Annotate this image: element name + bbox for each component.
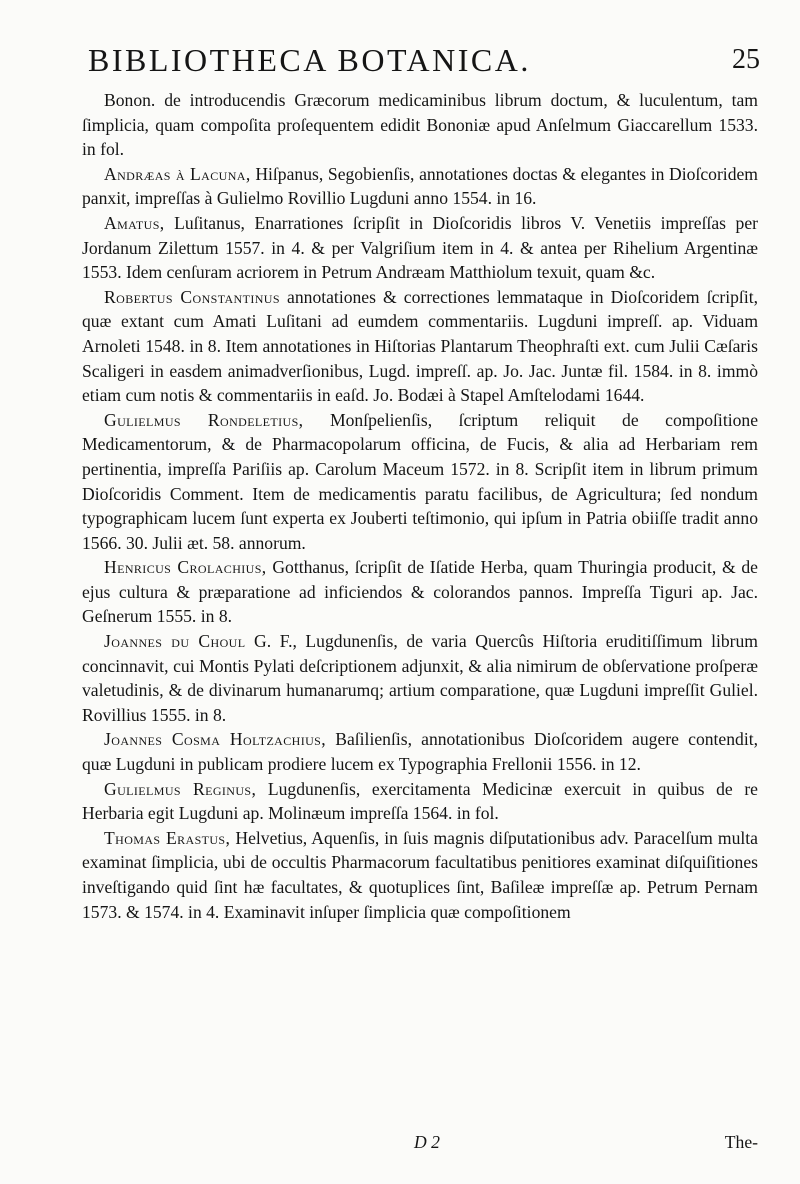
- author-name: Robertus Constantinus: [104, 286, 280, 307]
- entry-text: G. F., Lugdunenſis, de varia Quercûs Hiſtoria eruditiſſimum librum concinnavit, cui Montis Pylati deſcriptionem adjunxit, & alia nimirum de obſervatione proſperæ valetudinis, & de divinarum humanarumq; artium comparatione, quæ Lugduni impreſſit Guliel. Rovillius 1555. in 8.: [82, 631, 758, 725]
- running-title: BIBLIOTHECA BOTANICA.: [88, 42, 531, 78]
- entry-text: Baſilienſis, annotationibus Dioſcoridem augere contendit, quæ Lugduni in publicam prodiere lucem ex Typographia Frellonii 1556. in 12.: [82, 729, 759, 775]
- entry-text: Hiſpanus, Segobienſis, annotationes doctas & elegantes in Dioſcoridem panxit, impreſſas à Gulielmo Rovillio Lugduni anno 1554. in 16.: [82, 163, 758, 209]
- entry-gulielmus-rondeletius: [82, 408, 758, 556]
- entry-text: Monſpelienſis, ſcriptum reliquit de compoſitione Medicamentorum, & de Pharmacopolarum officina, de Fucis, & alia ad Herbariam rem pertinentia, impreſſa Pariſiis ap. Carolum Maceum 1572. in 8. Scripſit item in librum primum Dioſcoridis Comment. Item de medicamentis paratu facilibus, de Agricultura; ſed nondum typographicam lucem ſunt experta ex Jouberti teſtimonio, qui ipſum in Patria obiiſſe tradit anno 1566. 30. Julii æt. 58. annorum.: [82, 409, 758, 553]
- page-header: [88, 42, 760, 82]
- entry-text: annotationes & correctiones lemmataque in Dioſcoridem ſcripſit, quæ extant cum Amati Luſitani ad eumdem commentariis. Lugduni impreſſ. ap. Viduam Arnoleti 1548. in 8. Item annotationes in Hiſtorias Plantarum Theophraſti ext. cum Julii Cæſaris Scaligeri in easdem animadverſionibus, Lugd. impreſſ. ap. Jo. Jac. Juntæ fil. 1584. in 8. immò etiam cum notis & commentariis in eaſd. Jo. Bodæi à Stapel Amſtelodami 1644.: [82, 286, 758, 406]
- entry-bonon: [82, 88, 758, 162]
- page-footer: [82, 1132, 758, 1158]
- entry-gulielmus-reginus: [82, 777, 758, 826]
- author-name: Joannes Cosma Holtzachius,: [104, 729, 327, 750]
- entry-text: Lugdunenſis, exercitamenta Medicinæ exercuit in quibus de re Herbaria egit Lugduni ap. Molinæum impreſſa 1564. in fol.: [82, 778, 758, 824]
- entry-text: Luſitanus, Enarrationes ſcripſit in Dioſcoridis libros V. Venetiis impreſſas per Jordanum Zilettum 1557. in 4. & per Valgriſium item in 4. & antea per Rihelium Argentinæ 1553. Idem cenſuram acriorem in Petrum Andræam Matthiolum texuit, quam &c.: [82, 212, 758, 283]
- author-name: Andræas à Lacuna,: [104, 163, 251, 184]
- entry-text: Helvetius, Aquenſis, in ſuis magnis diſputationibus adv. Paracelſum multa examinat ſimplicia, ubi de occultis Pharmacorum facultatibus penitiores examinat diſquiſitiones inveſtigando quid ſint hæ facultates, & quotuplices ſint, Baſileæ impreſſæ ap. Petrum Pernam 1573. & 1574. in 4. Examinavit inſuper ſimplicia quæ compoſitionem: [82, 827, 758, 922]
- signature-mark: D 2: [414, 1132, 440, 1152]
- entry-text: Gotthanus, ſcripſit de Iſatide Herba, quam Thuringia producit, & de ejus cultura & præparatione ad inficiendos & colorandos pannos. Impreſſa Tiguri ap. Jac. Geſnerum 1555. in 8.: [82, 557, 758, 627]
- author-name: Thomas Erastus,: [104, 827, 231, 848]
- author-name: Henricus Crolachius,: [104, 557, 267, 578]
- author-name: Gulielmus Reginus,: [104, 778, 257, 799]
- entry-andraeas-a-lacuna: [82, 162, 758, 211]
- author-name: Amatus,: [104, 212, 165, 233]
- bibliography-text: [82, 88, 758, 924]
- entry-henricus-crolachius: [82, 555, 758, 629]
- entry-amatus: [82, 211, 758, 285]
- entry-joannes-cosma-holtzachius: [82, 727, 758, 776]
- author-name: Gulielmus Rondeletius,: [104, 409, 304, 430]
- catchword: The-: [724, 1132, 758, 1152]
- page-number: 25: [732, 44, 760, 75]
- entry-robertus-constantinus: [82, 285, 758, 408]
- entry-joannes-du-choul: [82, 629, 758, 727]
- entry-thomas-erastus: [82, 826, 758, 924]
- author-name: Joannes du Choul: [104, 631, 246, 652]
- entry-text: Bonon. de introducendis Græcorum medicaminibus librum doctum, & luculentum, tam ſimplicia, quam compoſita proſequentem edidit Bononiæ apud Anſelmum Giaccarellum 1533. in fol.: [82, 90, 758, 160]
